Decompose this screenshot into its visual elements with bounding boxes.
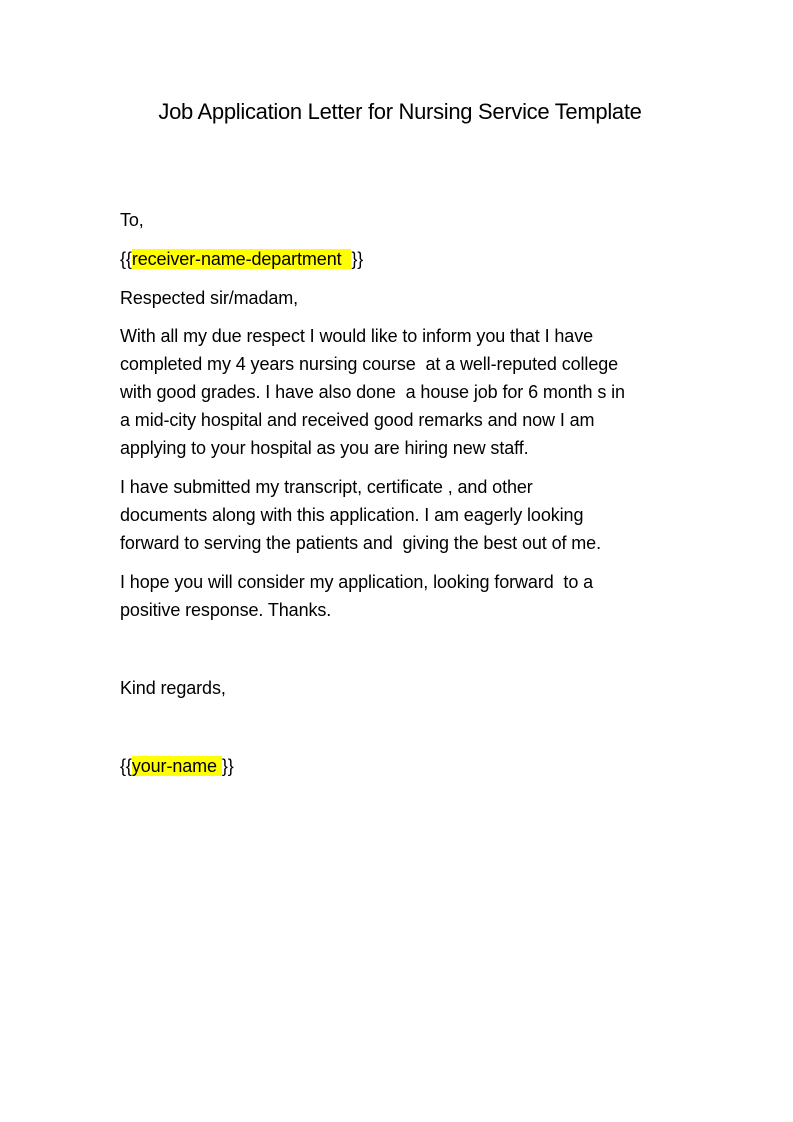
- paragraph-line: with good grades. I have also done a house job for 6 month s in: [120, 382, 625, 402]
- paragraph-line: completed my 4 years nursing course at a well-reputed college: [120, 354, 619, 374]
- paragraph-line: With all my due respect I would like to inform you that I have: [120, 326, 594, 346]
- paragraph-line: I have submitted my transcript, certificate , and other: [120, 477, 533, 497]
- receiver-line: [120, 245, 363, 273]
- signature-open-braces: {{: [120, 756, 132, 776]
- signature-placeholder: your-name: [131, 756, 222, 776]
- paragraph-line: a mid-city hospital and received good remarks and now I am: [120, 410, 595, 430]
- receiver-close-braces: }}: [351, 249, 364, 269]
- paragraph-line: I hope you will consider my application, looking forward to a: [120, 572, 594, 592]
- receiver-open-braces: {{: [120, 249, 132, 269]
- signature-close-braces: }}: [221, 756, 234, 776]
- paragraph-closing: [120, 568, 680, 624]
- signature-line: [120, 752, 234, 780]
- paragraph-documents: [120, 473, 680, 557]
- salutation-to: To,: [120, 210, 144, 230]
- paragraph-line: documents along with this application. I am eagerly looking: [120, 505, 584, 525]
- closing-regards: Kind regards,: [120, 678, 226, 698]
- paragraph-line: applying to your hospital as you are hiring new staff.: [120, 438, 529, 458]
- paragraph-intro: [120, 322, 680, 462]
- paragraph-line: positive response. Thanks.: [120, 600, 332, 620]
- greeting: Respected sir/madam,: [120, 288, 299, 308]
- paragraph-line: forward to serving the patients and giving the best out of me.: [120, 533, 601, 553]
- document-title: Job Application Letter for Nursing Service Template: [158, 99, 642, 124]
- receiver-placeholder: receiver-name-department: [131, 249, 352, 269]
